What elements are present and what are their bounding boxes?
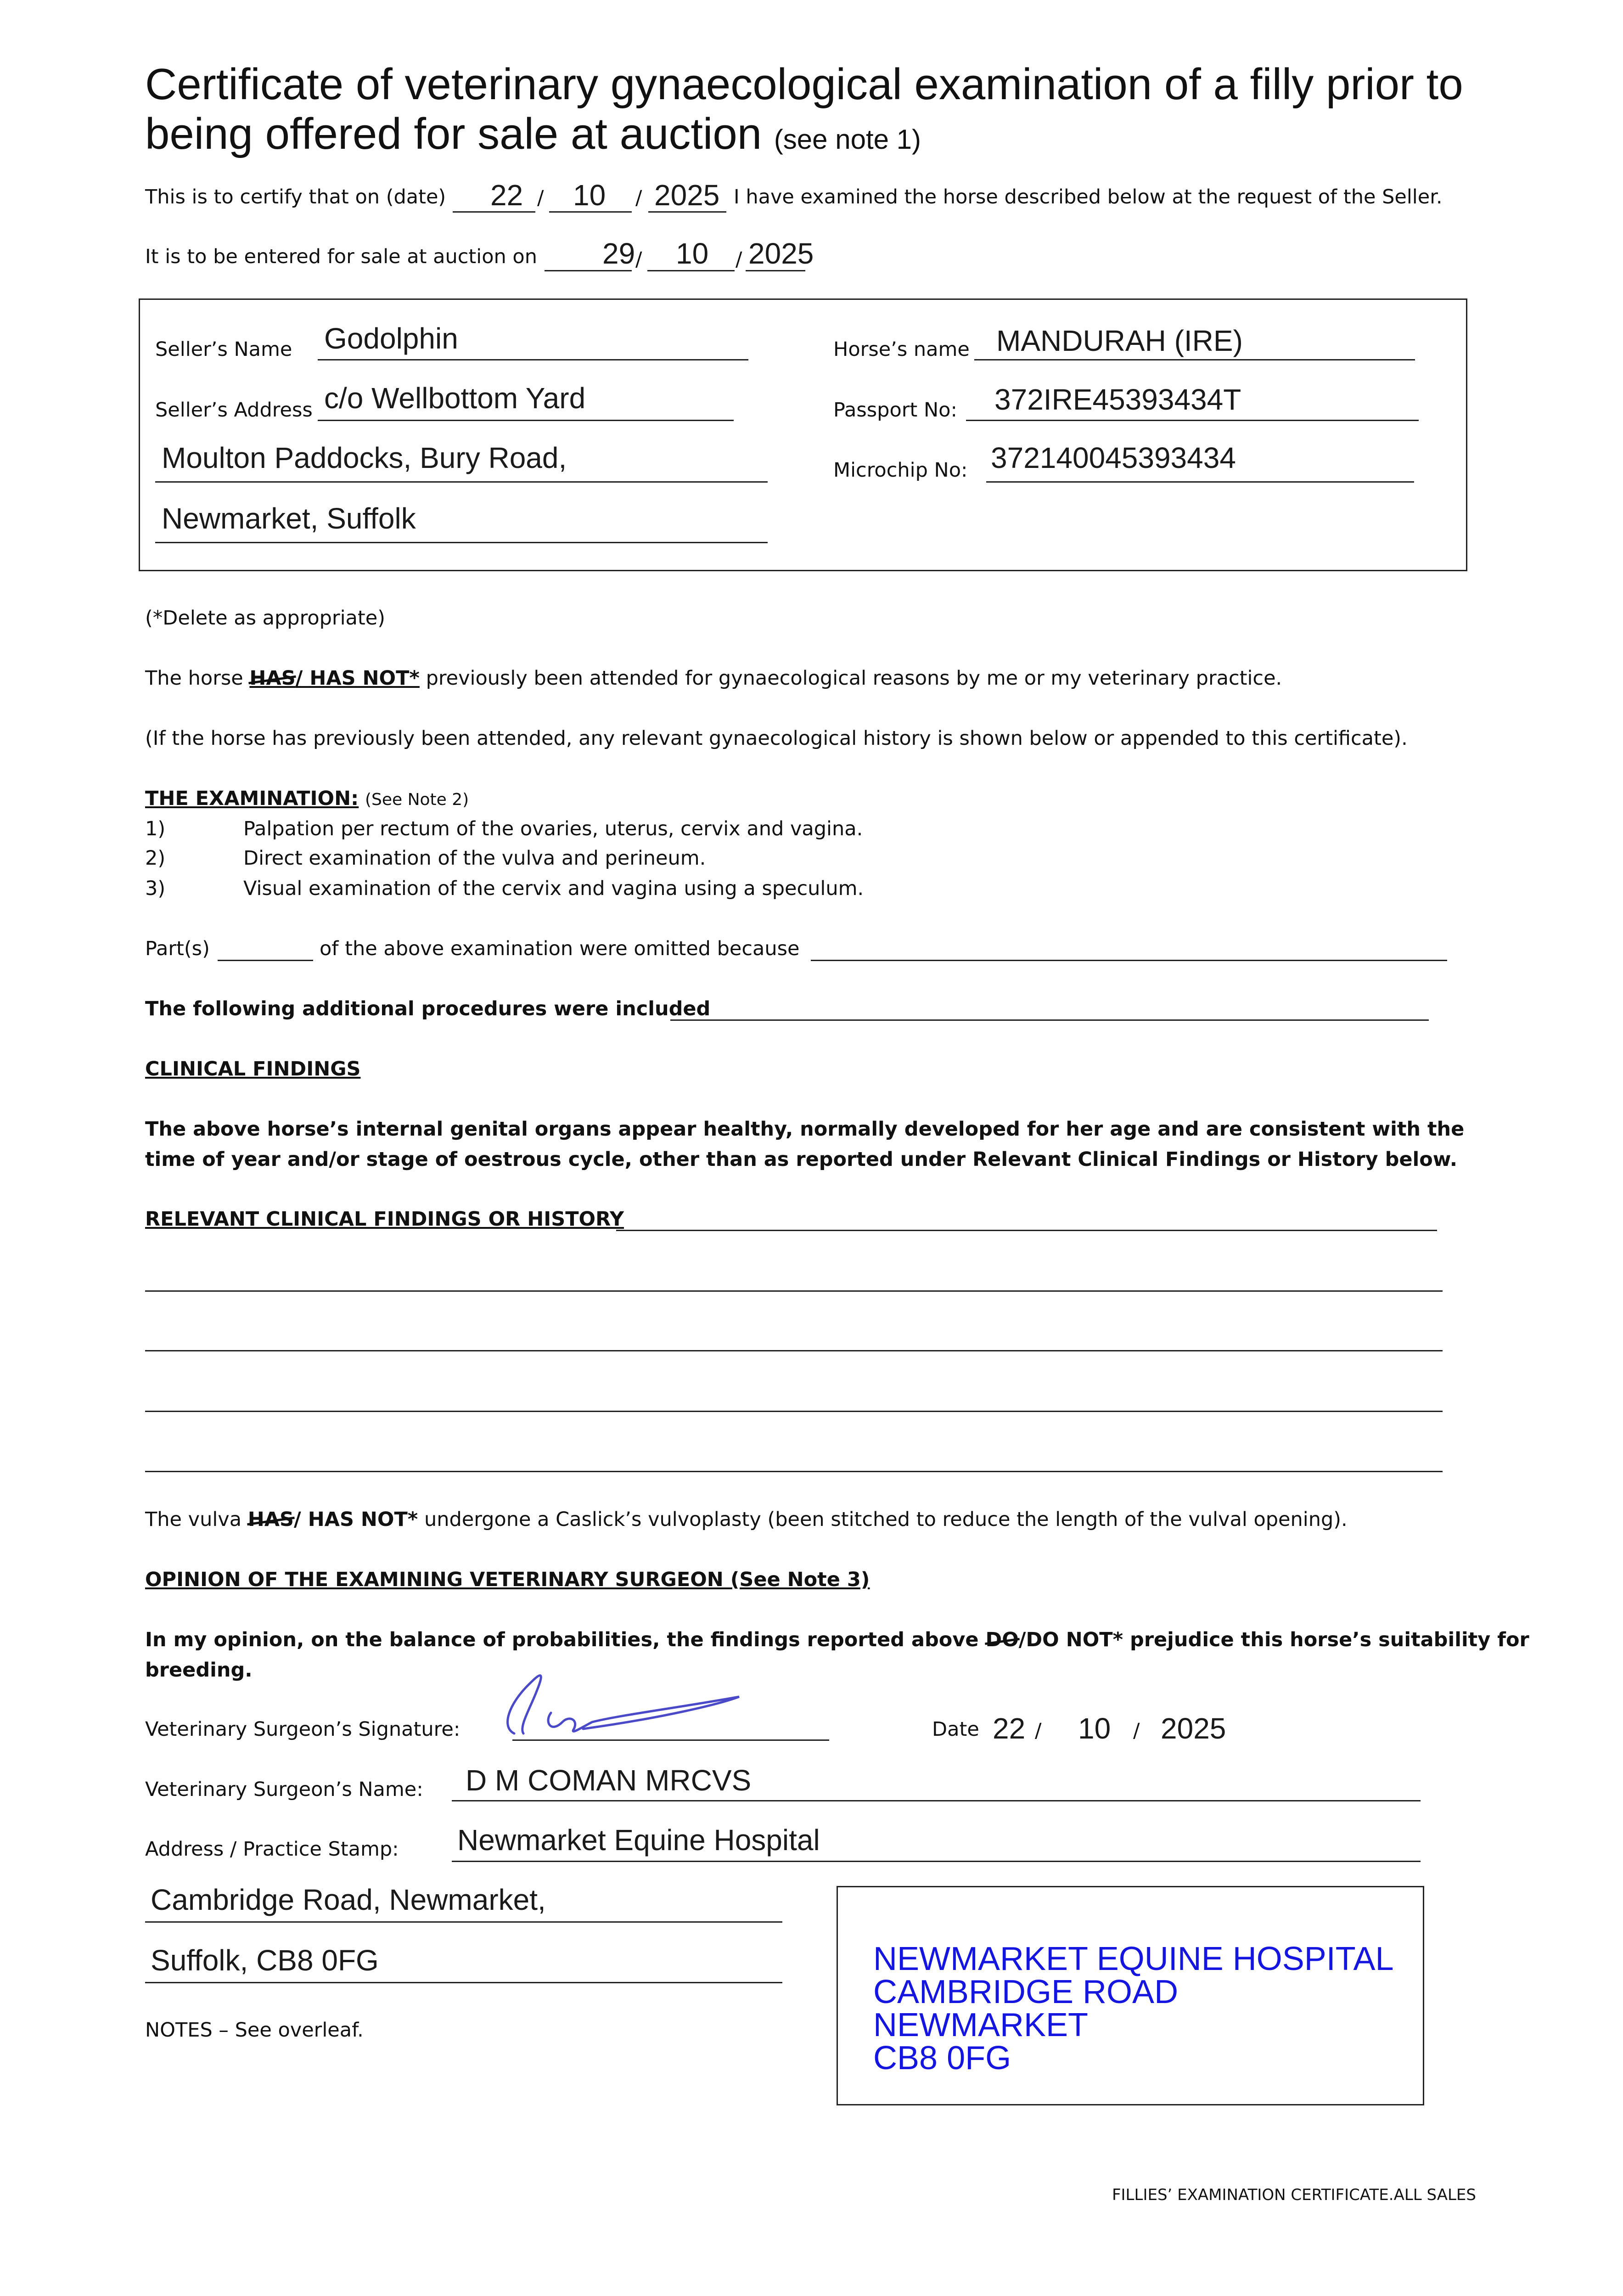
delete-note: (*Delete as appropriate) (145, 607, 385, 630)
certify-day[interactable]: 22 (490, 179, 523, 212)
seller-address-label: Seller’s Address (155, 399, 313, 422)
relevant-findings-field-3[interactable] (145, 1350, 1443, 1351)
attended-kept-option[interactable]: / HAS NOT* (295, 667, 420, 690)
vulva-suffix: undergone a Caslick’s vulvoplasty (been stitched to reduce the length of the vulval opening). (424, 1508, 1348, 1531)
sale-month[interactable]: 10 (676, 237, 709, 270)
vet-address-label: Address / Practice Stamp: (145, 1838, 399, 1861)
omitted-reason-field[interactable] (811, 960, 1447, 961)
horse-name-label: Horse’s name (833, 338, 970, 361)
history-note: (If the horse has previously been attended, any relevant gynaecological history is shown below or appended to this certificate). (145, 727, 1408, 750)
title-text: Certificate of veterinary gynaecological examination of a filly prior to being offered for sale at auction (145, 60, 1463, 158)
opinion-text-after: /DO NOT* prejudice this horse’s suitability for (1018, 1628, 1529, 1651)
vet-address-line-3[interactable]: Suffolk, CB8 0FG (151, 1944, 379, 1977)
opinion-text-before: In my opinion, on the balance of probabilities, the findings reported above (145, 1628, 979, 1651)
vet-date-month[interactable]: 10 (1078, 1712, 1111, 1745)
vet-date-day[interactable]: 22 (993, 1712, 1026, 1745)
opinion-struck-option[interactable]: DO (985, 1628, 1019, 1651)
examination-heading-text: THE EXAMINATION: (145, 787, 359, 810)
attended-suffix: previously been attended for gynaecological reasons by me or my veterinary practice. (426, 667, 1282, 690)
stamp-line-1: NEWMARKET EQUINE HOSPITAL (873, 1941, 1394, 1977)
relevant-findings-field-2[interactable] (145, 1290, 1443, 1292)
additional-procedures-label: The following additional procedures were included (145, 997, 711, 1020)
vulva-prefix: The vulva (145, 1508, 242, 1531)
opinion-text-line2: breeding. (145, 1659, 253, 1682)
examination-heading-note: (See Note 2) (365, 790, 469, 809)
clinical-findings-heading: CLINICAL FINDINGS (145, 1058, 361, 1080)
title-note: (see note 1) (774, 124, 921, 155)
vet-date-label: Date (932, 1718, 979, 1741)
omitted-text: of the above examination were omitted because (320, 937, 800, 960)
relevant-findings-field-1[interactable] (616, 1230, 1437, 1231)
microchip-label: Microchip No: (833, 459, 968, 482)
attended-prefix: The horse (145, 667, 243, 690)
passport-number[interactable]: 372IRE45393434T (994, 383, 1241, 416)
stamp-line-3: NEWMARKET (873, 2007, 1088, 2043)
exam-item-text-1: Palpation per rectum of the ovaries, uterus, cervix and vagina. (243, 817, 863, 840)
page-title (145, 60, 1522, 158)
footer-text: FILLIES’ EXAMINATION CERTIFICATE.ALL SALES (1112, 2186, 1476, 2204)
exam-item-text-2: Direct examination of the vulva and perineum. (243, 847, 706, 870)
vet-address-line-2[interactable]: Cambridge Road, Newmarket, (151, 1883, 546, 1916)
vet-date-year[interactable]: 2025 (1161, 1712, 1226, 1745)
horse-name[interactable]: MANDURAH (IRE) (996, 324, 1243, 357)
exam-item-num-3: 3) (145, 877, 166, 900)
certify-text: This is to certify that on (date) (145, 186, 446, 208)
notes-text: NOTES – See overleaf. (145, 2019, 364, 2042)
opinion-statement (145, 1630, 1529, 1650)
passport-label: Passport No: (833, 399, 957, 422)
vulva-struck-option[interactable]: HAS (247, 1508, 294, 1531)
signature-label: Veterinary Surgeon’s Signature: (145, 1718, 461, 1741)
seller-address-line-3[interactable]: Newmarket, Suffolk (162, 502, 416, 535)
seller-address-line-1[interactable]: c/o Wellbottom Yard (324, 382, 586, 415)
seller-name[interactable]: Godolphin (324, 322, 458, 355)
stamp-line-4: CB8 0FG (873, 2040, 1011, 2077)
omitted-parts-field[interactable] (218, 960, 313, 961)
vet-address-line-1[interactable]: Newmarket Equine Hospital (457, 1823, 820, 1857)
additional-procedures-field[interactable] (670, 1019, 1429, 1021)
vet-name-label: Veterinary Surgeon’s Name: (145, 1778, 423, 1801)
certify-year[interactable]: 2025 (654, 179, 720, 212)
relevant-findings-field-5[interactable] (145, 1471, 1443, 1472)
relevant-findings-heading: RELEVANT CLINICAL FINDINGS OR HISTORY (145, 1208, 624, 1231)
opinion-heading: OPINION OF THE EXAMINING VETERINARY SURGEON (See Note 3) (145, 1568, 870, 1591)
sale-year[interactable]: 2025 (748, 237, 814, 270)
seller-address-line-2[interactable]: Moulton Paddocks, Bury Road, (162, 441, 567, 474)
sale-day[interactable]: 29 (602, 237, 635, 270)
examination-heading (145, 789, 469, 809)
microchip-number[interactable]: 372140045393434 (991, 441, 1236, 474)
stamp-line-2: CAMBRIDGE ROAD (873, 1974, 1179, 2010)
exam-item-num-1: 1) (145, 817, 166, 840)
attended-struck-option[interactable]: HAS (249, 667, 296, 690)
relevant-findings-field-4[interactable] (145, 1411, 1443, 1412)
certify-text-after: I have examined the horse described below at the request of the Seller. (734, 186, 1443, 208)
attended-statement (145, 669, 1282, 688)
clinical-statement: The above horse’s internal genital organs appear healthy, normally developed for her age and are consistent with the time of year and/or stage of oestrous cycle, other than as reported under Relevant Clinical Findings or History below. (145, 1118, 1465, 1171)
exam-item-num-2: 2) (145, 847, 166, 870)
sale-text: It is to be entered for sale at auction on (145, 245, 537, 268)
vet-signature[interactable] (482, 1653, 767, 1754)
vulva-kept-option[interactable]: / HAS NOT* (294, 1508, 418, 1531)
vulva-statement (145, 1510, 1348, 1530)
omitted-prefix: Part(s) (145, 937, 210, 960)
certify-month[interactable]: 10 (573, 179, 606, 212)
exam-item-text-3: Visual examination of the cervix and vagina using a speculum. (243, 877, 864, 900)
seller-name-label: Seller’s Name (155, 338, 292, 361)
vet-name[interactable]: D M COMAN MRCVS (466, 1764, 752, 1797)
